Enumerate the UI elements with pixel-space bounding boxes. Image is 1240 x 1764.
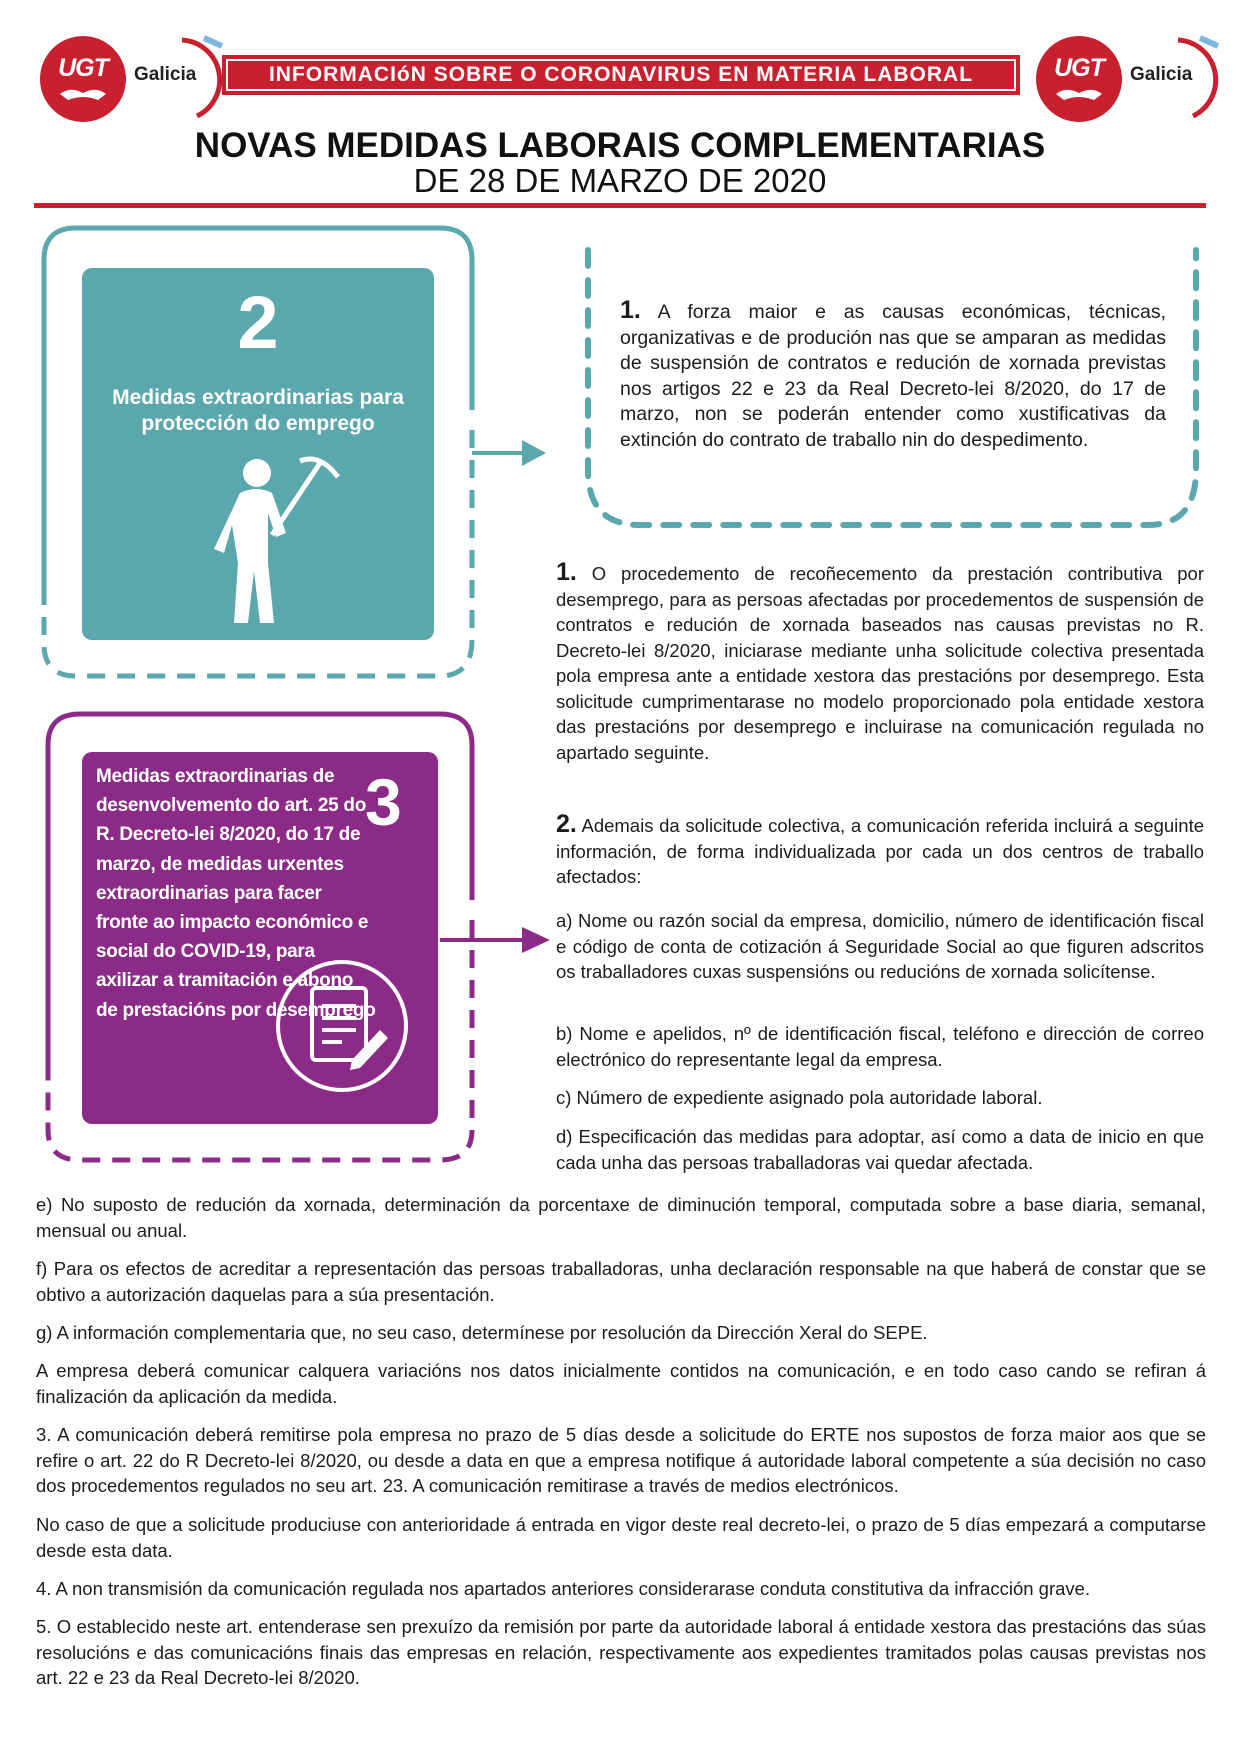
paragraph-4: 4. A non transmisión da comunicación regulada nos apartados anteriores considerarase conduta constitutiva da infracción grave.	[36, 1578, 1091, 1599]
paragraph-variations: A empresa deberá comunicar calquera variacións nos datos inicialmente contidos na comunicación, e en todo caso cando se refiran á finalización da aplicación da medida.	[36, 1360, 1206, 1407]
page-title: NOVAS MEDIDAS LABORAIS COMPLEMENTARIAS	[194, 126, 1046, 165]
logo-brand: UGT	[1054, 54, 1104, 82]
paragraph-2-number: 2.	[556, 810, 577, 838]
section-2-card	[82, 268, 434, 640]
list-item-e: e) No suposto de redución da xornada, determinación da porcentaxe de diminución temporal, computada sobre a base diaria, semanal, mensual ou anual.	[36, 1194, 1206, 1241]
paragraph-2-text: Ademais da solicitude colectiva, a comunicación referida incluirá a seguinte información, de forma individualizada por cada un dos centros de traballo afectados:	[556, 815, 1204, 887]
section-3-number: 3	[365, 765, 402, 839]
paragraph-deadline: No caso de que a solicitude produciuse con anterioridade á entrada en vigor deste real decreto-lei, o prazo de 5 días empezará a computarse desde esta data.	[36, 1514, 1206, 1561]
paragraph-3: 3. A comunicación deberá remitirse pola empresa no prazo de 5 días desde a solicitude do ERTE nos supostos de forza maior aos que se refire o art. 22 do R Decreto-lei 8/2020, ou desde a data en que a empresa notifique á autoridade laboral competente a súa decisión no caso dos procedementos regulados no seu art. 23. A comunicación remitirase a través de medios electrónicos.	[36, 1424, 1206, 1496]
list-item-f: f) Para os efectos de acreditar a representación das persoas traballadoras, unha declaración responsable na que haberá de constar que se obtivo a autorización daquelas para a súa presentación.	[36, 1258, 1206, 1305]
section-2-number: 2	[237, 281, 279, 364]
list-item-g: g) A información complementaria que, no seu caso, determínese por resolución da Dirección Xeral do SEPE.	[36, 1322, 928, 1343]
list-item-a: a) Nome ou razón social da empresa, domicilio, número de identificación fiscal e código de conta de cotización á Seguridade Social ao que figuren adscritos os traballadores cuxas suspensións ou reducións de xornada solicítense.	[556, 910, 1204, 982]
logo-region: Galicia	[1130, 64, 1193, 85]
paragraph-1-number: 1.	[556, 558, 577, 586]
point-number: 1.	[620, 296, 641, 324]
page-subtitle: DE 28 DE MARZO DE 2020	[413, 162, 827, 199]
list-item-c: c) Número de expediente asignado pola autoridade laboral.	[556, 1087, 1043, 1108]
logo-region: Galicia	[134, 64, 197, 85]
paragraph-5: 5. O establecido neste art. entenderase sen prexuízo da remisión por parte da autoridade laboral á entidade xestora das prestacións das súas resolucións e das comunicacións finais das empresas en relación, respectivamente aos expedientes tramitados polas causas previstas nos art. 22 e 23 da Real Decreto-lei 8/2020.	[36, 1616, 1206, 1688]
banner-text: INFORMACIóN SOBRE O CORONAVIRUS EN MATERIA LABORAL	[268, 63, 974, 86]
paragraph-1	[556, 560, 1204, 765]
section-2-label: Medidas extraordinarias para protección do emprego	[112, 386, 404, 435]
section-3-label: Medidas extraordinarias de desenvolvemento do art. 25 do R. Decreto-lei 8/2020, do 17 de marzo, de medidas urxentes extraordinarias para facer fronte ao impacto económico e social do COVID-19, para axilizar a tramitación e abono de prestacións por desemprego	[96, 766, 376, 1021]
logo-brand: UGT	[58, 54, 108, 82]
worker-pickaxe-icon	[202, 453, 342, 628]
section-2-point-1	[620, 298, 1166, 453]
paragraph-2	[556, 812, 1204, 890]
paragraph-1-text: O procedemento de recoñecemento da prestación contributiva por desemprego, para as persoas afectadas por procedementos de suspensión de contratos e redución de xornada baseados nas causas previstas no R. Decreto-lei 8/2020, iniciarase mediante unha solicitude colectiva presentada pola empresa ante a entidade xestora das prestacións por desemprego. Esta solicitude cumprimentarase no modelo proporcionado pola entidade xestora das prestacións por desemprego e incluirase na comunicación regulada no apartado seguinte.	[556, 563, 1205, 763]
list-item-d: d) Especificación das medidas para adoptar, así como a data de inicio en que cada unha das persoas traballadoras vai quedar afectada.	[556, 1126, 1204, 1173]
document-pen-icon	[272, 956, 412, 1096]
point-text: A forza maior e as causas económicas, técnicas, organizativas e de produción nas que se amparan as medidas de suspensión de contratos e redución de xornada previstas nos artigos 22 e 23 da Real Decreto-lei 8/2020, do 17 de marzo, non se poderán entender como xustificativas da extinción do contrato de traballo nin do despedimento.	[620, 301, 1166, 451]
section-3-card	[82, 752, 438, 1124]
list-item-b: b) Nome e apelidos, nº de identificación fiscal, teléfono e dirección de correo electrónico do representante legal da empresa.	[556, 1023, 1204, 1070]
